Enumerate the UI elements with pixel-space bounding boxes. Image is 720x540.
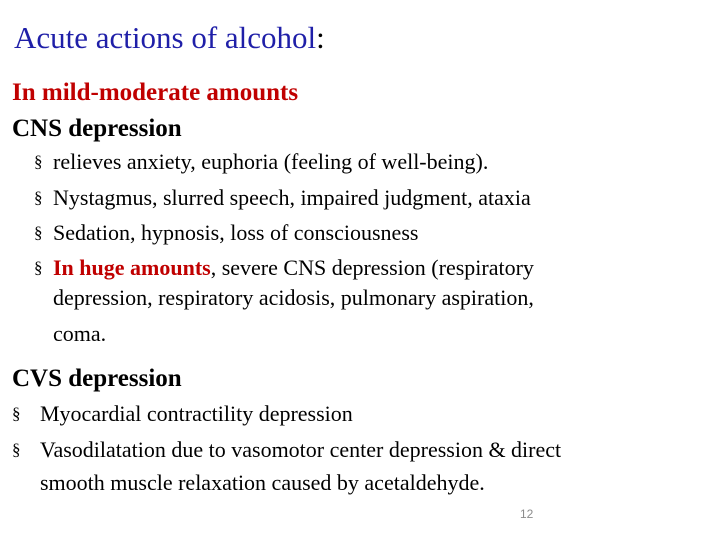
bullet-icon: §	[12, 440, 21, 459]
list-item-text: , severe CNS depression (respiratory	[210, 255, 534, 280]
subheading: In mild-moderate amounts	[12, 79, 299, 106]
section-heading-cvs: CVS depression	[12, 365, 182, 392]
list-item-continuation: coma.	[53, 321, 107, 346]
bullet-icon: §	[12, 404, 21, 423]
bullet-icon: §	[34, 258, 43, 277]
list-item-continuation: smooth muscle relaxation caused by acetaldehyde.	[40, 470, 485, 495]
slide-title	[14, 18, 325, 58]
bullet-icon: §	[34, 188, 43, 207]
list-item-text: Myocardial contractility depression	[40, 401, 353, 426]
list-item	[34, 148, 488, 176]
list-item	[34, 184, 531, 212]
list-item-continuation: depression, respiratory acidosis, pulmonary aspiration,	[53, 285, 534, 310]
slide-title-colon: :	[316, 20, 325, 55]
slide-title-text: Acute actions of alcohol	[14, 20, 317, 55]
list-item	[34, 219, 418, 247]
list-item	[12, 436, 561, 464]
page-number: 12	[520, 507, 534, 521]
bullet-icon: §	[34, 223, 43, 242]
list-item-text: Sedation, hypnosis, loss of consciousness	[53, 220, 419, 245]
emphasis-text: In huge amounts	[53, 255, 211, 280]
list-item	[34, 254, 534, 282]
list-item-text: relieves anxiety, euphoria (feeling of well-being).	[53, 149, 489, 174]
section-heading-cns: CNS depression	[12, 115, 182, 142]
bullet-icon: §	[34, 152, 43, 171]
list-item-text: Vasodilatation due to vasomotor center depression & direct	[40, 437, 562, 462]
list-item-text: Nystagmus, slurred speech, impaired judgment, ataxia	[53, 185, 531, 210]
list-item	[12, 400, 353, 428]
